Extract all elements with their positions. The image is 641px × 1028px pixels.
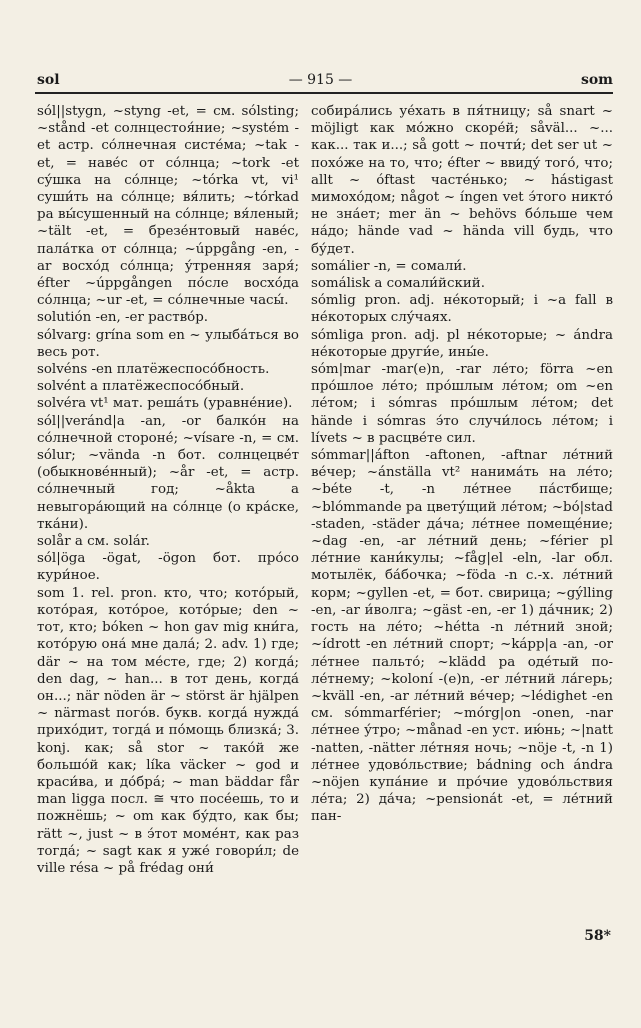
entry-solveranda: sól||veránd|a -an, -or балко́н на со́лнечной стороне́; ~vísare -n, = см. sólur; ~vända -n бот. солнцецве́т (обыкнове́нный); ~år -et, = астр. со́лнечный год; ~åkta a невыгора́ющий на со́лнце (о кра́ске, тка́ни). — [37, 413, 299, 532]
entry-solution: solutión -en, -er раство́р. — [37, 310, 209, 326]
entry-solstygn: sól||stygn, ~styng -et, = см. sólsting; ~stånd -et солнцестоя́ние; ~systém -et астр. со́лнечная систе́ма; ~tak -et, = наве́с от со́лнца; ~tork -et су́шка на со́лнце; ~tórka vt, vi¹ суши́ть на со́лнце; вя́лить; ~tórkad pa вы́сушенный на со́лнце; вя́леный; ~tält -et, = брезе́нтовый наве́с, пала́тка от со́лнца; ~úppgång -en, -ar восхо́д со́лнца; у́тренняя заря́; éfter ~úppgången по́сле восхо́да со́лнца; ~ur -et, = со́лнечные часы́. — [37, 104, 299, 309]
entry-somliga: sómliga pron. adj. pl не́которые; ~ ándra не́которые други́е, ины́е. — [311, 327, 613, 360]
entry-sommar: sóm|mar -mar(e)n, -rar ле́то; förra ~en про́шлое ле́то; про́шлым ле́том; om ~en ле́том; i sómras про́шлым ле́том; det hände i sómras э́то случи́лось ле́том; i lívets ~ в расцве́те сил. — [311, 362, 613, 446]
entry-solar: solår a см. solár. — [37, 534, 150, 550]
header-rule — [35, 92, 613, 94]
left-column — [37, 103, 299, 877]
entry-somlig: sómlig pron. adj. не́который; i ~a fall в не́которых слу́чаях. — [311, 293, 613, 326]
running-head-left: sol — [37, 72, 60, 88]
entry-som-continued: собира́лись уе́хать в пя́тницу; så snart ~ möjligt как мо́жно скоре́й; såväl... ~... как... так и...; så gott ~ почти́; det ser ut ~ похо́же на то, что; éfter ~ ввиду́ того́, что; allt ~ óftast часте́нько; ~ hástigast мимохо́дом; något ~ íngen vet э́того никто́ не зна́ет; mer än ~ behövs бо́льше чем на́до; hände vad ~ hända vill будь, что бу́дет. — [311, 104, 613, 257]
entry-solvent: solvént a платёжеспосо́бный. — [37, 379, 245, 395]
running-head-right: som — [580, 72, 613, 88]
page-number: — 915 — — [288, 72, 353, 88]
entry-solvera: solvéra vt¹ мат. реша́ть (уравне́ние). — [37, 396, 293, 412]
entry-somalier: somálier -n, = сомали́. — [311, 258, 467, 274]
printer-signature: 58* — [584, 928, 611, 944]
entry-somalisk: somálisk a сомали́йский. — [311, 276, 485, 292]
entry-sommarafton: sómmar||áfton -aftonen, -aftnar ле́тний ве́чер; ~ánställa vt² нанима́ть на ле́то; ~béte -t, -n ле́тнее па́стбище; ~blómmande pa цвету́щий ле́том; ~bó|stad -staden, -städer да́ча; ле́тнее помеще́ние; ~dag -en, -ar ле́тний день; ~férier pl ле́тние кани́кулы; ~fåg|el -eln, -lar обл. мотылёк, ба́бочка; ~föda -n с.-х. ле́тний корм; ~gyllen -et, = бот. свирица; ~gýlling -en, -ar и́волга; ~gäst -en, -er 1) да́чник; 2) гость на ле́то; ~hétta -n ле́тний зной; ~ídrott -en ле́тний спорт; ~kápp|a -an, -or ле́тнее пальто́; ~klädd pa оде́тый по-ле́тнему; ~koloní -(e)n, -er ле́тний ла́герь; ~kväll -en, -ar ле́тний ве́чер; ~lédighet -en см. sómmarférier; ~mórg|on -onen, -nar ле́тнее у́тро; ~månad -en уст. ию́нь; ~|natt -natten, -nätter ле́тняя ночь; ~nöje -t, -n 1) ле́тнее удово́льствие; bádning och ándra ~nöjen купа́ние и про́чие удово́льствия ле́та; 2) да́ча; ~pensionát -et, = ле́тний пан- — [311, 448, 613, 825]
entry-solvarg: sólvarg: grína som en ~ улыба́ться во весь рот. — [37, 327, 299, 360]
right-column — [311, 103, 613, 826]
entry-som: som 1. rel. pron. кто, что; кото́рый, кото́рая, кото́рое, кото́рые; den ~ тот, кто; bóken ~ hon gav mig кни́га, кото́рую она́ мне дала́; 2. adv. 1) где; där ~ на том ме́сте, где; 2) когда́; den dag, ~ han... в тот день, когда́ он...; när nöden är ~ störst är hjälpen ~ närmast пого́в. букв. когда́ нужда́ прихо́дит, тогда́ и по́мощь близка́; 3. konj. как; så stor ~ тако́й же большо́й как; líka väcker ~ god и краси́ва, и до́брá; ~ man bäddar får man ligga посл. ≅ что посе́ешь, то и пожнёшь; ~ om как бу́дто, как бы; rätt ~, just ~ в э́тот моме́нт, как раз тогда́; ~ sagt как я уже́ говори́л; de ville résa ~ på frédag они́ — [37, 585, 299, 876]
entry-sologa: sól|öga -ögat, -ögon бот. про́со кури́ное. — [37, 551, 299, 584]
entry-solvens: solvéns -en платёжеспосо́бность. — [37, 362, 270, 378]
